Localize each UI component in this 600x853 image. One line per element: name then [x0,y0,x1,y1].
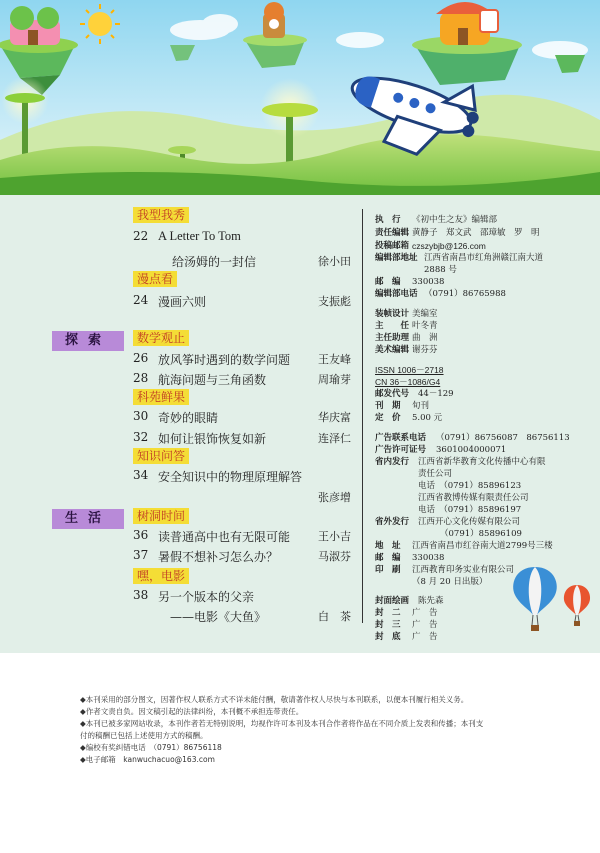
side-label-life: 生活 [52,509,124,529]
footer-note: ◆本刊已被多家网站收录，本刊作者若无特别说明，均视作许可本刊及本刊合作者将作品在不同介质上发表和传播；本刊支 [80,719,484,728]
section-label-treehole: 树洞时间 [133,508,189,524]
info-value: 330038 [412,277,445,287]
toc-author: 徐小田 [318,255,351,268]
info-label: 装帧设计 [375,309,410,319]
hero-scene [0,0,600,195]
info-label: 刊 期 [375,401,401,411]
hot-air-balloon-icon [513,567,557,631]
info-value: 江西省南昌市红角洲赣江南大道 [424,253,544,263]
toc-author: 连泽仁 [318,432,351,445]
toc-page-number: 32 [133,430,149,444]
section-label-math: 数学观止 [133,330,189,346]
info-value: 广 告 [412,632,438,642]
info-value: 江西省南昌市红谷南大道2799号三楼 [412,541,553,551]
toc-author: 白 茶 [318,610,351,623]
info-value: 旬刊 [412,401,430,411]
info-label: 责任编辑 [375,228,410,238]
toc-title: 给汤姆的一封信 [172,255,257,269]
section-label-qa: 知识问答 [133,448,189,464]
toc-title: 另一个版本的父亲 [158,590,255,604]
toc-author: 马淑芬 [318,550,351,563]
toc-page-number: 26 [133,351,149,365]
info-value: 44－129 [418,389,454,399]
info-value: 3601004000071 [436,445,507,455]
info-label: 编辑部电话 [375,289,418,299]
info-value: 江西省教博传媒有限责任公司 [418,493,529,503]
info-value: （0791）86756087 86756113 [436,433,570,443]
info-value: 2888 号 [424,265,457,275]
info-label: 封 底 [375,632,401,642]
info-value: 《初中生之友》编辑部 [412,215,498,225]
info-value: 陈先森 [418,596,444,606]
hot-air-balloon-icon [564,585,590,626]
toc-page-number: 37 [133,548,149,562]
info-label: 封 三 [375,620,401,630]
toc-page-number: 22 [133,229,149,243]
toc-title: 暑假不想补习怎么办？ [158,550,279,564]
info-value: 黄静子 郑文武 邵璋敏 罗 明 [412,228,540,238]
info-value: 叶冬青 [412,321,438,331]
toc-title: 如何让银饰恢复如新 [158,432,267,446]
info-value: 广 告 [412,608,438,618]
hot-air-balloons [505,565,595,640]
toc-author: 王小吉 [318,530,351,543]
side-label-explore: 探索 [52,331,124,351]
toc-title: 放风筝时遇到的数学问题 [158,353,291,367]
toc-page-number: 30 [133,409,149,423]
info-value: 江西省新华教育文化传播中心有限 [418,457,546,467]
info-label: 印 刷 [375,565,401,575]
info-label: 邮发代号 [375,389,410,399]
info-label: 美术编辑 [375,345,410,355]
footer-notes [0,653,600,853]
toc-author: 支振彪 [318,295,351,308]
info-label: 地 址 [375,541,401,551]
info-value: 责任公司 [418,469,453,479]
table-of-contents-panel [0,195,600,653]
info-label: 封 二 [375,608,401,618]
column-divider [362,209,363,623]
info-label: 邮 编 [375,277,401,287]
info-value: 江西教育印务实业有限公司 [412,565,515,575]
toc-title: 安全知识中的物理原理解答 [158,470,303,484]
info-label: 主任助理 [375,333,410,343]
info-value: 330038 [412,553,445,563]
toc-title: 奇妙的眼睛 [158,411,219,425]
footer-note-email: ◆电子邮箱 kanwuchacuo@163.com [80,755,215,764]
footer-note: ◆本刊采用的部分图文，因著作权人联系方式不详未能付酬，敬请著作权人尽快与本刊联系，以便本刊履行相关义务。 [80,695,469,704]
info-label: 执 行 [375,215,401,225]
toc-title: 读普通高中也有无限可能 [158,530,291,544]
cn-number: CN 36－1086/G4 [375,377,441,387]
toc-author: 张彦增 [318,491,351,504]
toc-page-number: 36 [133,528,149,542]
toc-title: ——电影《大鱼》 [170,610,267,624]
info-label: 主 任 [375,321,410,331]
issn-number: ISSN 1006－2718 [375,365,444,375]
info-value: 电话 （0791）85896123 [418,481,522,491]
publish-date: （8 月 20 日出版） [412,577,488,587]
toc-page-number: 34 [133,468,149,482]
info-label: 省内发行 [375,457,410,467]
info-label: 封面绘画 [375,596,410,606]
footer-note: ◆作者文责自负。因文稿引起的法律纠纷，本刊概不承担连带责任。 [80,707,304,716]
footer-note: ◆编校有奖纠错电话 （0791）86756118 [80,743,222,752]
info-value: （0791）85896109 [440,529,522,539]
info-value: 广 告 [412,620,438,630]
info-value: 谢芬芬 [412,345,438,355]
hero-illustration [0,0,600,195]
section-label-comics: 漫点看 [133,271,177,287]
toc-author: 华庆富 [318,411,351,424]
toc-title: A Letter To Tom [158,229,241,243]
toc-title: 漫画六则 [158,295,207,309]
info-value: （0791）86765988 [424,289,506,299]
section-label-showcase: 我型我秀 [133,207,189,223]
toc-page-number: 38 [133,588,149,602]
info-label: 邮 编 [375,553,401,563]
toc-page-number: 28 [133,371,149,385]
info-label: 广告联系电话 [375,433,427,443]
email-link[interactable]: czszybjb@126.com [412,241,486,251]
toc-author: 周瑜芽 [318,373,351,386]
info-value: 曲 洲 [412,333,438,343]
info-value: 电话 （0791）85896197 [418,505,522,515]
info-value: 美编室 [412,309,438,319]
footer-note: 付的稿酬已包括上述使用方式的稿酬。 [80,731,208,740]
toc-title: 航海问题与三角函数 [158,373,267,387]
section-label-science: 科苑鲜果 [133,389,189,405]
info-label: 省外发行 [375,517,410,527]
toc-author: 王友峰 [318,353,351,366]
info-value: 5.00 元 [412,413,443,423]
toc-page-number: 24 [133,293,149,307]
info-value: 江西开心文化传媒有限公司 [418,517,521,527]
info-label: 定 价 [375,413,401,423]
info-label: 广告许可证号 [375,445,427,455]
section-label-movie: 嘿，电影 [133,568,189,584]
info-label: 投稿邮箱 [375,241,410,251]
info-label: 编辑部地址 [375,253,418,263]
